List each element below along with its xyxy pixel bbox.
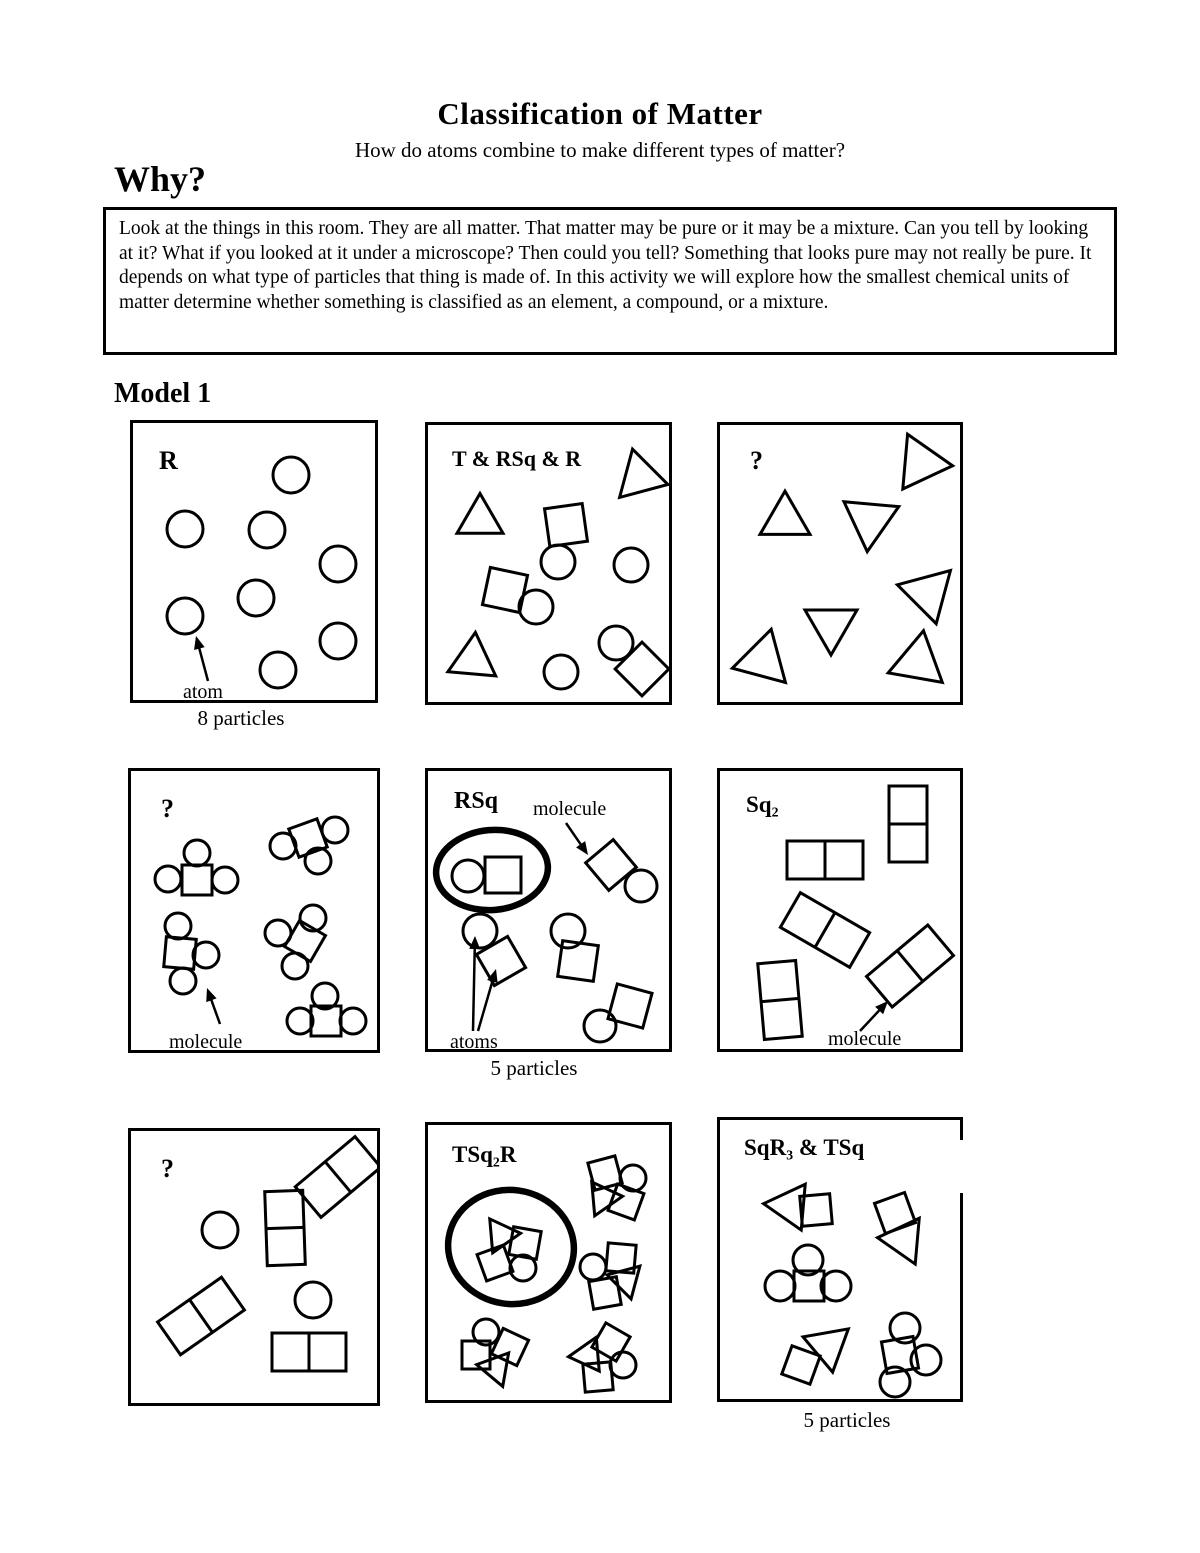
atom-circle [584,1010,616,1042]
atom-square [164,937,197,970]
atom-circle [510,1255,536,1281]
atom-circle [270,833,296,859]
atom-circle [170,968,196,994]
molecule-domino [758,960,802,1039]
atom-circle [625,870,657,902]
atom-square [545,504,588,547]
atom-circle [202,1212,238,1248]
box-label: T & RSq & R [452,446,582,471]
molecule-domino [787,841,863,879]
model-box-tsq2r [425,1122,672,1403]
molecule-domino [272,1333,346,1371]
pointer-arrow [194,636,208,681]
atom-circle [544,655,578,689]
model-box-q-triangles [717,422,963,705]
atom-triangle [438,632,496,693]
model-box-rsq [425,768,672,1052]
atom-circle [463,914,497,948]
atom-circle [212,867,238,893]
particle-count-caption: 8 particles [197,706,285,730]
atom-circle [260,652,296,688]
box-label: RSq [454,788,499,814]
box-label: ? [161,1154,174,1183]
atom-circle [340,1008,366,1034]
atom-circle [541,545,575,579]
particle-count-caption: 5 particles [803,1408,891,1432]
atom-square [182,865,212,895]
page-title: Classification of Matter [437,96,763,131]
annotation-atom: atom [183,681,223,703]
atom-triangle [890,558,950,623]
atom-triangle [903,434,955,493]
molecule-domino [889,786,927,862]
why-box [103,207,1117,355]
box-label: Sq₂ [746,792,779,817]
annotation-molecule: molecule [828,1028,902,1050]
highlight-blob [433,825,552,914]
model-box-t-rsq-r [425,422,672,705]
annotation-molecule: molecule [533,798,607,820]
atom-circle [295,1282,331,1318]
pointer-arrow [860,1001,888,1031]
atom-square [615,642,669,696]
atom-circle [287,1008,313,1034]
atom-circle [620,1165,646,1191]
atom-circle [320,546,356,582]
atom-circle [165,913,191,939]
box-label: TSq₂R [452,1142,517,1167]
atom-circle [193,942,219,968]
why-heading: Why? [114,159,207,199]
particle-count-caption: 5 particles [490,1056,578,1080]
annotation-atoms: atoms [450,1031,498,1053]
atom-square [874,1192,915,1233]
atom-triangle [888,631,960,702]
border-gap [960,1140,963,1193]
model-heading: Model 1 [114,378,212,409]
atom-circle [184,840,210,866]
atom-circle [614,548,648,582]
atom-triangle [760,491,810,534]
atom-circle [911,1345,941,1375]
atom-circle [167,598,203,634]
atom-circle [610,1352,636,1378]
atom-circle [155,866,181,892]
model-box-r [130,420,378,703]
pointer-arrow [469,936,480,1031]
molecule-domino [780,893,869,968]
atom-triangle [725,629,785,694]
pointer-arrow [566,823,588,855]
atom-square [485,857,521,893]
atom-circle [519,590,553,624]
box-label: ? [750,446,763,475]
atom-circle [238,580,274,616]
page-subtitle: How do atoms combine to make different types of matter? [354,138,846,162]
molecule-domino [158,1277,245,1355]
molecule-domino [265,1190,306,1265]
atom-circle [580,1254,606,1280]
atom-triangle [844,482,910,552]
annotation-molecule: molecule [169,1031,243,1053]
atom-circle [322,817,348,843]
atom-square [491,1328,528,1365]
why-paragraph: Look at the things in this room. They are all matter. That matter may be pure or it may be a mixture. Can you tell by looking at it? What if you looked at it under a microscope? Then could you tell? Something that looks pure may not really be pure. It depends on what type of particles that thing is made of. In this activity we will explore how the smallest chemical units of matter determine whether something is classified as an element, a compound, or a mixture. [119,218,1092,313]
model-box-sq2 [717,768,963,1052]
atom-triangle [602,449,668,515]
atom-triangle [457,493,503,533]
atom-square [476,936,525,985]
atom-circle [282,953,308,979]
atom-square [311,1006,341,1036]
molecule-domino [867,925,954,1007]
molecule-domino [295,1137,377,1218]
box-label: ? [161,794,174,823]
atom-triangle [477,1353,519,1392]
model-box-q-mixture [128,1128,380,1406]
atom-circle [765,1271,795,1301]
model-box-q-sqr3 [128,768,380,1053]
atom-square [482,567,527,612]
atom-circle [320,623,356,659]
model-box-figure [720,1120,960,1399]
atom-triangle [805,610,857,655]
atom-circle [265,920,291,946]
atom-circle [249,512,285,548]
atom-triangle [803,1311,863,1372]
atom-square [586,840,637,891]
box-label: R [159,446,178,475]
box-label: SqR₃ & TSq [744,1135,865,1160]
atom-triangle [762,1181,806,1230]
atom-circle [452,860,484,892]
atom-circle [167,511,203,547]
pointer-arrow [206,988,220,1024]
atom-square [589,1277,621,1309]
pointer-arrow [478,969,498,1031]
atom-circle [273,457,309,493]
model-box-sqr3-tsq [717,1117,963,1402]
